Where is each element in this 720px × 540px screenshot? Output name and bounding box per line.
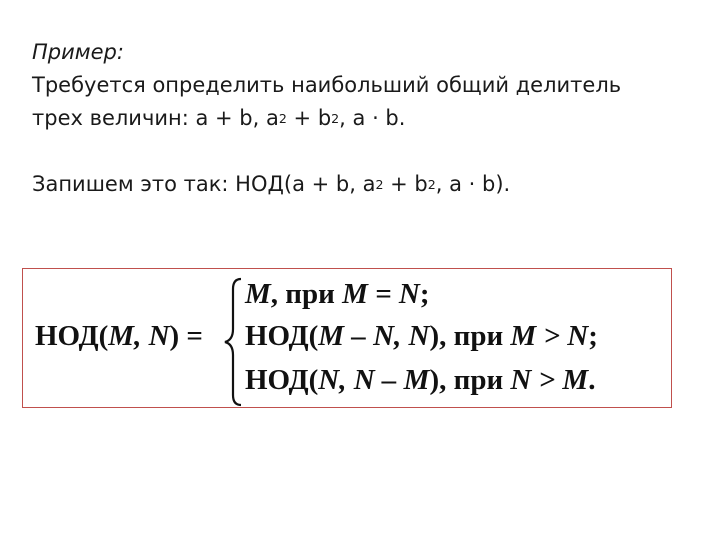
problem-line-1: Требуется определить наибольший общий делитель: [32, 73, 622, 97]
notation-line-pre: Запишем это так: НОД(a + b, a: [32, 172, 376, 196]
problem-line-2-mid: + b: [286, 106, 332, 130]
left-brace-icon: [221, 275, 245, 409]
exponent: 2: [375, 177, 384, 193]
gcd-formula-box: [22, 268, 672, 408]
exponent: 2: [331, 111, 340, 127]
case1-cond-word: , при: [270, 278, 343, 310]
exponent: 2: [278, 111, 287, 127]
exponent: 2: [427, 177, 436, 193]
lhs-function: НОД(: [35, 320, 109, 352]
notation-line-post: , a · b).: [435, 172, 511, 196]
case2-arguments: M – N, N: [318, 320, 430, 352]
example-label: Пример:: [32, 40, 124, 64]
case1-condition: M = N: [342, 278, 420, 310]
blank-line: [32, 135, 702, 168]
formula-case-n-greater: [245, 363, 595, 397]
problem-line-2-post: , a · b.: [339, 106, 406, 130]
notation-line-mid: + b: [383, 172, 428, 196]
case3-close: ),: [429, 364, 447, 396]
case2-condition: M > N: [510, 320, 589, 352]
lhs-close: ) =: [169, 320, 203, 352]
case2-end: ;: [588, 320, 598, 352]
case3-arguments: N, N – M: [318, 364, 430, 396]
formula-case-m-greater: [245, 319, 598, 353]
case3-function: НОД(: [245, 364, 319, 396]
case1-end: ;: [419, 278, 430, 310]
problem-line-2-pre: трех величин: a + b, a: [32, 106, 279, 130]
case3-cond-word: при: [446, 364, 511, 396]
case3-condition: N > M: [510, 364, 589, 396]
notation-line: [32, 168, 702, 201]
case2-close: ),: [429, 320, 447, 352]
case3-end: .: [588, 364, 596, 396]
case2-cond-word: при: [446, 320, 511, 352]
example-text: [32, 36, 702, 201]
case2-function: НОД(: [245, 320, 319, 352]
problem-line-2: [32, 102, 702, 135]
formula-lhs: [35, 319, 203, 353]
case1-value: M: [245, 278, 271, 310]
formula-case-equal: [245, 277, 430, 311]
lhs-arguments: M, N: [108, 320, 170, 352]
